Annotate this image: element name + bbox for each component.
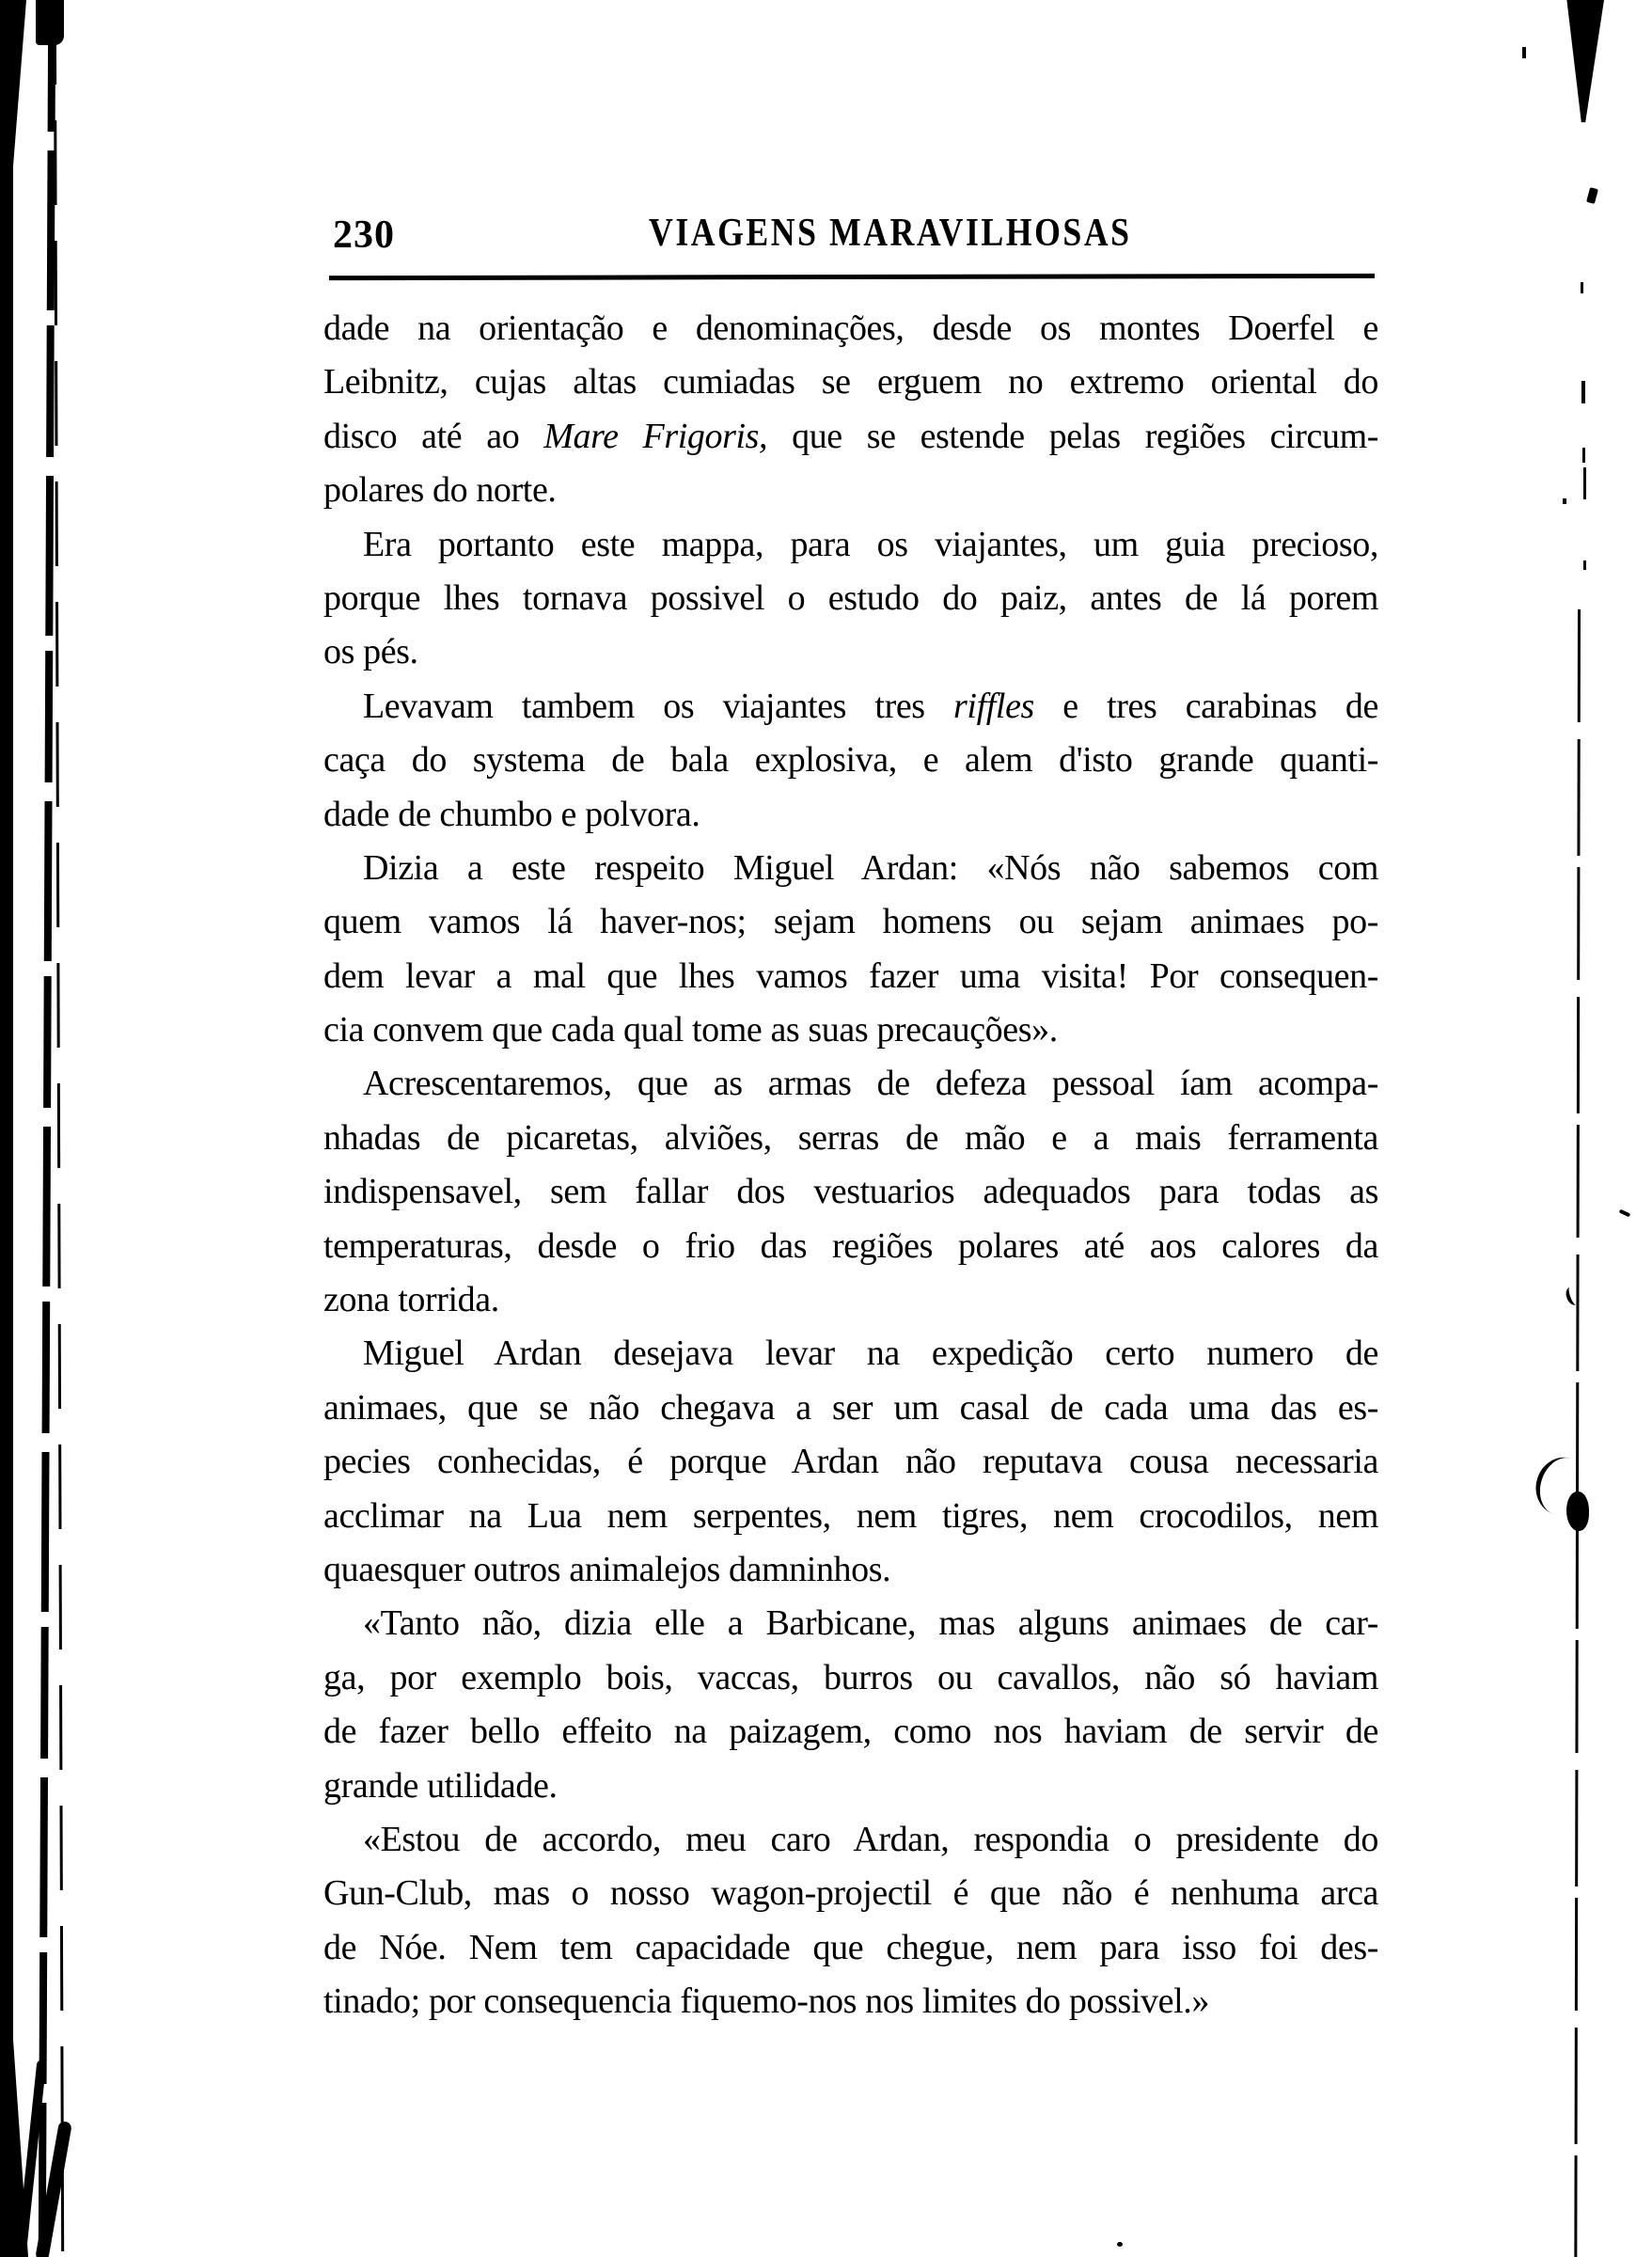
gutter-crease-line bbox=[39, 0, 55, 2257]
text-segment: porque lhes tornava possivel o estudo do paiz, antes de lá porem bbox=[323, 577, 1378, 618]
text-segment: pecies conhecidas, é porque Ardan não reputava cousa necessaria bbox=[323, 1442, 1378, 1482]
text-segment: grande utilidade. bbox=[323, 1765, 558, 1806]
text-line bbox=[323, 680, 1378, 734]
text-line bbox=[323, 410, 1378, 464]
gutter-top-ink-blob bbox=[36, 0, 64, 45]
text-line bbox=[323, 734, 1378, 787]
hairline-dash bbox=[1583, 560, 1586, 570]
hairline-hook bbox=[1564, 1285, 1582, 1307]
text-line bbox=[323, 1165, 1378, 1219]
text-segment: disco até ao bbox=[323, 416, 544, 456]
italic-text-segment: Mare Frigoris, bbox=[543, 416, 768, 456]
ink-speck bbox=[1563, 498, 1566, 504]
ink-speck bbox=[1586, 187, 1598, 204]
text-segment: temperaturas, desde o frio das regiões polares até aos calores da bbox=[323, 1225, 1378, 1266]
text-segment: Acrescentaremos, que as armas de defeza pessoal íam acompa- bbox=[363, 1064, 1378, 1104]
hairline-dash bbox=[1582, 448, 1585, 463]
binding-shadow-top bbox=[0, 0, 26, 226]
text-line bbox=[323, 1975, 1378, 2028]
text-segment: Era portanto este mappa, para os viajantes, um guia precioso, bbox=[363, 524, 1378, 564]
text-segment: ga, por exemplo bois, vaccas, burros ou cavallos, não só haviam bbox=[323, 1657, 1378, 1697]
binding-shadow-bar bbox=[0, 0, 13, 2257]
text-line bbox=[323, 464, 1378, 517]
ink-tick bbox=[1619, 1209, 1631, 1218]
text-segment: quaesquer outros animalejos damninhos. bbox=[323, 1549, 891, 1589]
text-segment: os pés. bbox=[323, 632, 418, 672]
text-line bbox=[323, 842, 1378, 895]
text-line bbox=[323, 1597, 1378, 1650]
text-segment: dem levar a mal que lhes vamos fazer uma visita! Por consequen- bbox=[323, 955, 1378, 996]
text-line bbox=[323, 1003, 1378, 1057]
text-line bbox=[323, 355, 1378, 409]
ink-speck bbox=[1522, 47, 1526, 58]
text-line bbox=[323, 1921, 1378, 1975]
text-segment: quem vamos lá haver-nos; sejam homens ou sejam animaes po- bbox=[323, 902, 1378, 942]
text-segment: Miguel Ardan desejava levar na expedição certo numero de bbox=[363, 1334, 1378, 1374]
text-line bbox=[323, 1057, 1378, 1111]
text-line bbox=[323, 1435, 1378, 1489]
text-line bbox=[323, 1760, 1378, 1813]
text-line bbox=[323, 625, 1378, 679]
text-segment: acclimar na Lua nem serpentes, nem tigres, nem crocodilos, nem bbox=[323, 1495, 1378, 1536]
hairline-dash bbox=[1581, 282, 1583, 293]
italic-text-segment: riffles bbox=[953, 686, 1034, 726]
text-line bbox=[323, 1112, 1378, 1165]
header-rule bbox=[329, 274, 1375, 280]
text-line bbox=[323, 950, 1378, 1003]
scan-hairline bbox=[1574, 609, 1581, 2257]
page-curl-mark bbox=[1563, 0, 1604, 122]
text-segment: «Tanto não, dizia elle a Barbicane, mas alguns animaes de car- bbox=[363, 1603, 1378, 1644]
text-block bbox=[323, 302, 1378, 2029]
ink-speck bbox=[1117, 2242, 1123, 2247]
running-title: VIAGENS MARAVILHOSAS bbox=[649, 212, 1132, 255]
text-segment: «Estou de accordo, meu caro Ardan, respondia o presidente do bbox=[363, 1819, 1378, 1859]
text-line bbox=[323, 1543, 1378, 1597]
text-line bbox=[323, 788, 1378, 842]
text-segment: zona torrida. bbox=[323, 1280, 499, 1320]
text-segment: tinado; por consequencia fiquemo-nos nos limites do possivel.» bbox=[323, 1981, 1209, 2022]
text-segment: polares do norte. bbox=[323, 470, 557, 511]
text-segment: Dizia a este respeito Miguel Ardan: «Nós não sabemos com bbox=[363, 847, 1378, 888]
page-number: 230 bbox=[333, 213, 395, 257]
text-segment: nhadas de picaretas, alviões, serras de mão e a mais ferramenta bbox=[323, 1117, 1378, 1158]
hairline-dash bbox=[1583, 467, 1586, 499]
text-line bbox=[323, 1327, 1378, 1381]
text-segment: cia convem que cada qual tome as suas precauções». bbox=[323, 1010, 1058, 1050]
text-segment: que se estende pelas regiões circum- bbox=[767, 416, 1378, 456]
text-segment: indispensavel, sem fallar dos vestuarios adequados para todas as bbox=[323, 1172, 1378, 1212]
text-line bbox=[323, 1273, 1378, 1327]
text-segment: dade na orientação e denominações, desde os montes Doerfel e bbox=[323, 308, 1378, 348]
text-line bbox=[323, 895, 1378, 949]
text-segment: caça do systema de bala explosiva, e alem d'isto grande quanti- bbox=[323, 740, 1378, 781]
text-line bbox=[323, 572, 1378, 625]
text-segment: de fazer bello effeito na paizagem, como nos haviam de servir de bbox=[323, 1712, 1378, 1752]
hairline-dash bbox=[1581, 381, 1585, 403]
text-line bbox=[323, 518, 1378, 572]
text-line bbox=[323, 302, 1378, 355]
text-segment: de Nóe. Nem tem capacidade que chegue, nem para isso foi des- bbox=[323, 1927, 1378, 1967]
gutter-crease-line-thin bbox=[54, 0, 64, 2257]
text-line bbox=[323, 1867, 1378, 1920]
text-line bbox=[323, 1490, 1378, 1543]
text-line bbox=[323, 1651, 1378, 1705]
text-segment: animaes, que se não chegava a ser um casal de cada uma das es- bbox=[323, 1387, 1378, 1428]
text-line bbox=[323, 1705, 1378, 1759]
text-segment: dade de chumbo e polvora. bbox=[323, 794, 700, 834]
text-line bbox=[323, 1813, 1378, 1867]
text-segment: Levavam tambem os viajantes tres bbox=[363, 686, 954, 726]
text-segment: Gun-Club, mas o nosso wagon-projectil é que não é nenhuma arca bbox=[323, 1873, 1378, 1914]
text-segment: e tres carabinas de bbox=[1033, 686, 1378, 726]
ink-blob bbox=[1566, 1492, 1589, 1531]
text-line bbox=[323, 1220, 1378, 1273]
text-line bbox=[323, 1381, 1378, 1435]
text-segment: Leibnitz, cujas altas cumiadas se erguem no extremo oriental do bbox=[323, 362, 1378, 402]
